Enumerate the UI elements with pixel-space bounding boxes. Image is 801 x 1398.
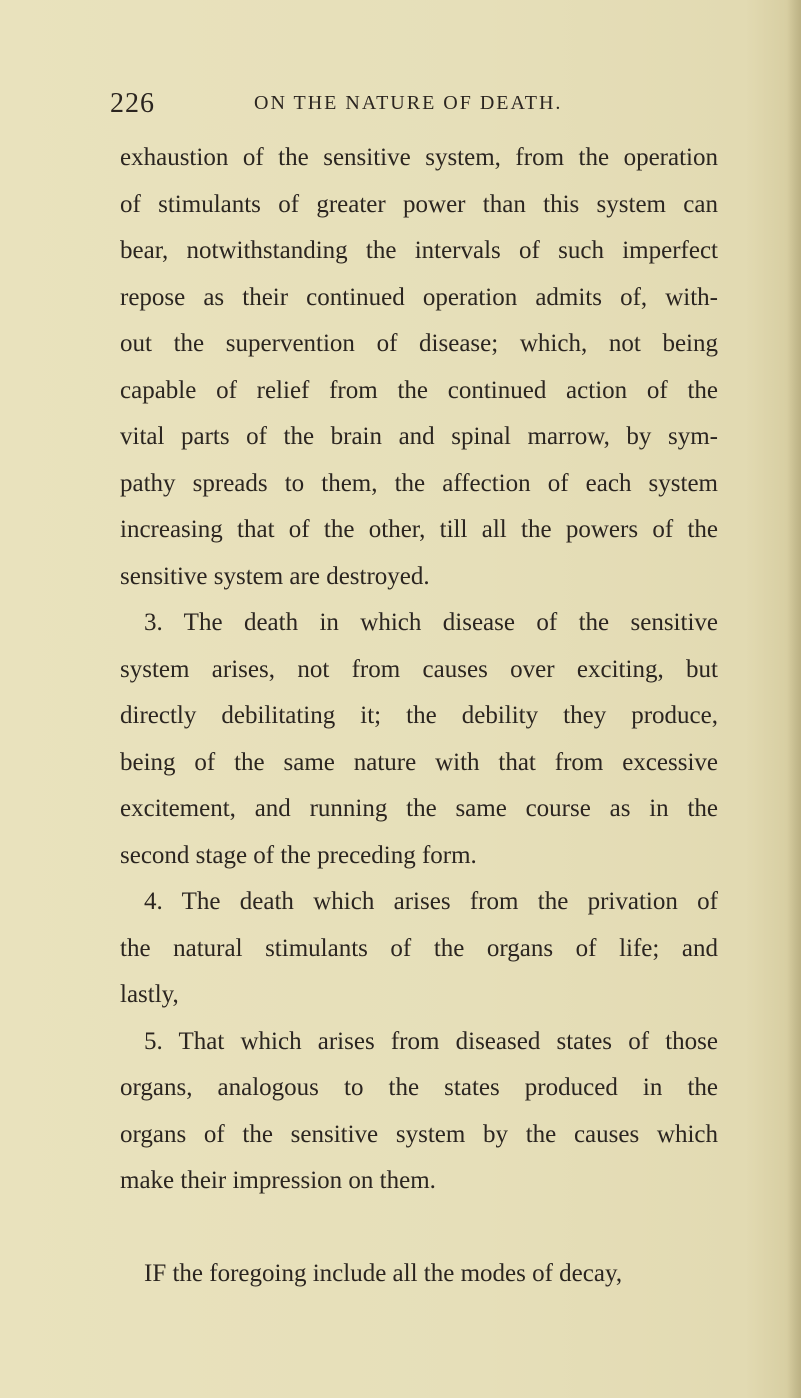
text-line: sensitive system are destroyed. <box>120 562 430 590</box>
page-number: 226 <box>110 88 155 119</box>
page-header <box>110 88 730 128</box>
body-text <box>120 135 718 1297</box>
text-line: lastly, <box>120 981 179 1008</box>
paragraph-2 <box>120 600 718 879</box>
text-line: 4. The death which arises from the privation of <box>144 888 718 915</box>
page-edge-shadow <box>787 0 801 1398</box>
text-line: repose as their continued operation admits of, with- <box>120 283 718 311</box>
text-line: exhaustion of the sensitive system, from the operation <box>120 144 718 171</box>
text-line: second stage of the preceding form. <box>120 841 477 869</box>
text-line: increasing that of the other, till all the powers of the <box>120 516 718 543</box>
text-line: organs, analogous to the states produced in the <box>120 1074 718 1101</box>
text-line: excitement, and running the same course as in the <box>120 795 718 822</box>
text-line: system arises, not from causes over exciting, but <box>120 655 718 683</box>
text-line: 5. That which arises from diseased states of those <box>144 1027 718 1055</box>
text-line: directly debilitating it; the debility they produce, <box>120 702 718 729</box>
text-line: IF the foregoing include all the modes of decay, <box>144 1259 623 1287</box>
text-line: the natural stimulants of the organs of life; and <box>120 934 718 962</box>
paragraph-5 <box>120 1251 718 1298</box>
text-line: capable of relief from the continued action of the <box>120 376 718 404</box>
text-line: pathy spreads to them, the affection of each system <box>120 469 718 497</box>
running-head: ON THE NATURE OF DEATH. <box>254 92 563 114</box>
text-line: out the supervention of disease; which, not being <box>120 330 718 357</box>
text-line: bear, notwithstanding the intervals of such imperfect <box>120 237 718 264</box>
paragraph-4 <box>120 1019 718 1205</box>
text-line: 3. The death in which disease of the sensitive <box>144 609 718 636</box>
paragraph-1 <box>120 135 718 600</box>
text-line: organs of the sensitive system by the causes which <box>120 1120 718 1148</box>
paragraph-3 <box>120 879 718 1019</box>
text-line: vital parts of the brain and spinal marrow, by sym- <box>120 423 718 450</box>
text-line: being of the same nature with that from excessive <box>120 748 718 776</box>
text-line: of stimulants of greater power than this system can <box>120 190 718 218</box>
section-gap <box>120 1205 718 1251</box>
text-line: make their impression on them. <box>120 1167 436 1194</box>
